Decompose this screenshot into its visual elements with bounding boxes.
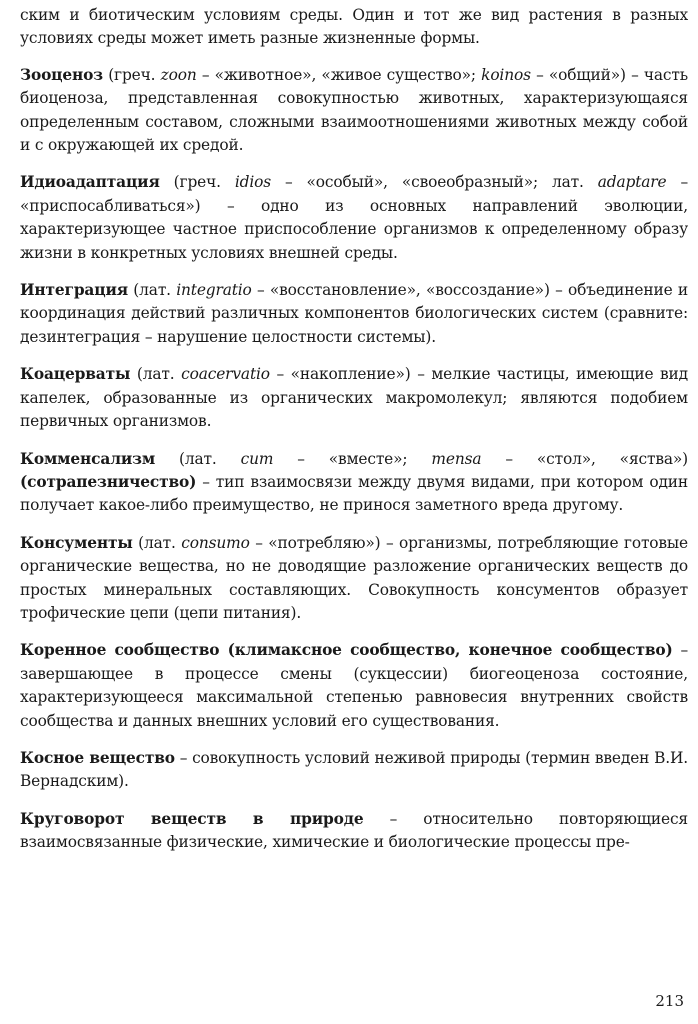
text-run: – «накопление») – мелкие частицы, имеющие вид капелек, образованные из органических макромолекул; являются подобием первичных организмов. — [20, 365, 688, 431]
entry-term: Идиоадаптация — [20, 173, 160, 192]
text-run: (греч. — [102, 65, 161, 84]
entry-integration — [20, 279, 688, 349]
entry-term: Зооценоз — [20, 65, 103, 84]
entry-idioadaptation — [20, 171, 688, 265]
entry-inert-matter — [20, 747, 688, 794]
text-run: – «восстановление», «воссоздание») – объединение и координация действий различных компонентов биологических систем (сравните: дезинтеграция – нарушение целостности системы). — [20, 281, 688, 346]
entry-cycle-of-substances — [20, 808, 688, 855]
text-run: – совокупность условий неживой природы (термин введен В.И. Вернадским). — [20, 748, 688, 791]
text-run: – завершающее в процессе смены (сукцессии) биогеоценоза состояние, характеризующееся максимальной степенью равновесия внутренних свойств сообщества и данных внешних условий его существования. — [20, 641, 688, 730]
synonym-term: (сотрапезничество) — [20, 472, 197, 491]
text-run: (лат. — [155, 449, 241, 468]
text-run: – «особый», «своеобразный»; лат. — [271, 173, 598, 192]
text-run: – «животное», «живое существо»; — [196, 65, 482, 84]
entry-zoocenosis — [20, 64, 688, 158]
page-number: 213 — [655, 992, 684, 1010]
text-run: (греч. — [159, 173, 235, 192]
text-run: (лат. — [130, 365, 182, 384]
etymology-word: consumo — [181, 533, 250, 552]
etymology-word: mensa — [431, 449, 482, 468]
text-run: – «стол», «яства») — [481, 449, 688, 468]
etymology-word: coacervatio — [181, 365, 270, 384]
text-run: ским и биотическим условиям среды. Один и тот же вид растения в разных условиях среды может иметь разные жизненные формы. — [20, 6, 688, 48]
text-run: (лат. — [127, 281, 177, 300]
entry-coacervates — [20, 363, 688, 433]
entry-continuation — [20, 4, 688, 51]
text-run: – «общий») – часть биоценоза, представленная совокупностью животных, характеризующаяся определенным составом, сложными взаимоотношениями животных между собой и с окружающей их средой. — [20, 65, 688, 155]
entry-term: Консументы — [20, 533, 133, 552]
page-text — [20, 4, 688, 869]
etymology-word: cum — [240, 449, 274, 468]
text-run: – «приспосабливаться») – одно из основных направлений эволюции, характеризующее частное приспособление организмов к определенному образу жизни в конкретных условиях внешней среды. — [20, 173, 688, 262]
entry-term: Интеграция — [20, 281, 128, 300]
etymology-word: adaptare — [597, 173, 667, 192]
etymology-word: zoon — [160, 65, 197, 84]
text-run: – тип взаимосвязи между двумя видами, при котором один получает какое-либо преимущество, не принося заметного вреда другому. — [20, 472, 688, 515]
etymology-word: idios — [234, 173, 271, 192]
text-run: (лат. — [132, 533, 182, 552]
entry-term: Коацерваты — [20, 365, 131, 384]
entry-term: Коренное сообщество (климаксное сообщество, конечное сообщество) — [20, 641, 673, 660]
text-run: – относительно повторяющиеся взаимосвязанные физические, химические и биологические процессы пре- — [20, 809, 688, 852]
entry-term: Комменсализм — [20, 449, 156, 468]
etymology-word: koinos — [481, 65, 531, 84]
entry-climax-community — [20, 639, 688, 733]
etymology-word: integratio — [176, 281, 252, 300]
entry-term: Круговорот веществ в природе — [20, 809, 364, 828]
entry-consumers — [20, 532, 688, 626]
entry-commensalism — [20, 448, 688, 518]
entry-term: Косное вещество — [20, 748, 175, 767]
text-run: – «потребляю») – организмы, потребляющие готовые органические вещества, но не доводящие разложение органических веществ до простых минеральных составляющих. Совокупность консументов образует трофические цепи (цепи питания). — [20, 533, 688, 622]
text-run: – «вместе»; — [273, 449, 432, 468]
